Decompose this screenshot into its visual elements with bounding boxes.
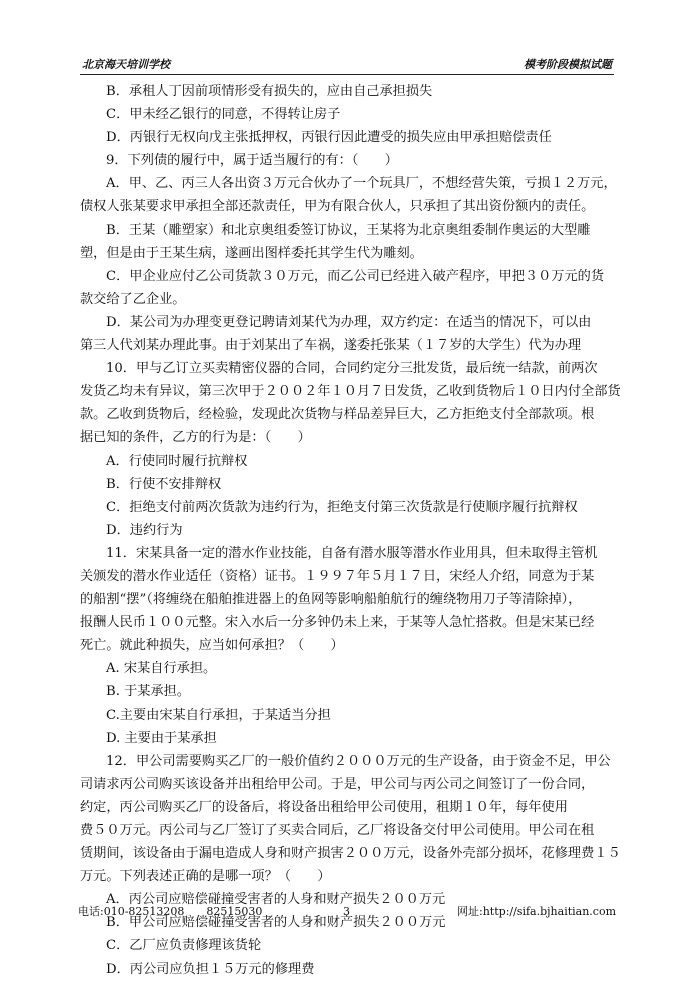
text-line: 赁期间，该设备由于漏电造成人身和财产损害２００万元，设备外壳部分损坏，花修理费１５ <box>80 846 621 862</box>
school-name: 北京海天培训学校 <box>82 58 170 71</box>
text-line: D．违约行为 <box>106 522 183 538</box>
text-line: C．甲未经乙银行的同意，不得转让房子 <box>106 107 341 123</box>
text-line: 约定，丙公司购买乙厂的设备后，将设备出租给甲公司使用，租期１０年，每年使用 <box>80 799 568 815</box>
page-footer <box>78 905 616 921</box>
text-line: 发货乙均未有异议，第三次甲于２００２年１０月７日发货，乙收到货物后１０日内付全部货 <box>80 384 621 400</box>
text-line: 死亡。就此种损失，应当如何承担？（ ） <box>80 638 344 654</box>
text-line: D. 主要由于某承担 <box>106 730 217 746</box>
text-line: 11．宋某具备一定的潜水作业技能，自备有潜水服等潜水作业用具，但未取得主管机 <box>106 545 598 561</box>
text-line: B．行使不安排辩权 <box>106 476 222 492</box>
document-body <box>80 80 620 981</box>
text-line: 款。乙收到货物后，经检验，发现此次货物与样品差异巨大，乙方拒绝支付全部款项。根 <box>80 407 595 423</box>
text-line: 据已知的条件，乙方的行为是：（ ） <box>80 430 311 446</box>
text-line: B．王某（雕塑家）和北京奥组委签订协议，王某将为北京奥组委制作奥运的大型雕 <box>106 222 591 238</box>
text-line: C．拒绝支付前两次货款为违约行为，拒绝支付第三次货款是行使顺序履行抗辩权 <box>106 499 578 515</box>
text-line: 10．甲与乙订立买卖精密仪器的合同，合同约定分三批发货，最后统一结款，前两次 <box>106 361 598 377</box>
text-line: D．丙银行无权向戊主张抵押权，丙银行因此遭受的损失应由甲承担赔偿责任 <box>106 130 552 146</box>
text-line: D．丙公司应负担１５万元的修理费 <box>106 961 315 977</box>
text-line: 塑，但是由于王某生病，遂画出图样委托其学生代为雕刻。 <box>80 245 423 261</box>
text-line: 第三人代刘某办理此事。由于刘某出了车祸，遂委托张某（１７岁的大学生）代为办理 <box>80 338 582 354</box>
text-line: A. 宋某自行承担。 <box>106 661 217 677</box>
text-line: A．行使同时履行抗辩权 <box>106 453 248 469</box>
text-line: B．承租人丁因前项情形受有损失的，应由自己承担损失 <box>106 84 433 99</box>
text-line: 款交给了乙企业。 <box>80 291 186 307</box>
text-line: 万元。下列表述正确的是哪一项？（ ） <box>80 869 331 885</box>
text-line: C．乙厂应负责修理该货轮 <box>106 938 262 954</box>
text-line: D．某公司为办理变更登记聘请刘某代为办理，双方约定：在适当的情况下，可以由 <box>106 314 592 330</box>
text-line: B．甲公司应赔偿碰撞受害者的人身和财产损失２００万元 <box>106 915 446 931</box>
text-line: C．甲企业应付乙公司货款３０万元，而乙公司已经进入破产程序，甲把３０万元的货 <box>106 268 605 284</box>
text-line: C.主要由宋某自行承担，于某适当分担 <box>106 707 331 723</box>
text-line: B. 于某承担。 <box>106 684 191 700</box>
text-line: 费５０万元。丙公司与乙厂签订了买卖合同后，乙厂将设备交付甲公司使用。甲公司在租 <box>80 823 595 838</box>
text-line: 9．下列债的履行中，属于适当履行的有：（ ） <box>106 153 398 169</box>
text-line: 关颁发的潜水作业适任（资格）证书。１９９７年５月１７日，宋经人介绍，同意为于某 <box>80 568 595 584</box>
text-line: 债权人张某要求甲承担全部还款责任，甲为有限合伙人，只承担了其出资份额内的责任。 <box>80 199 595 215</box>
text-line: 的船割“摆”（将缠绕在船舶推进器上的鱼网等影响船舶航行的缠绕物用刀子等清除掉）， <box>80 592 582 608</box>
footer-phone: 电话:010-82513208 82515030 <box>78 905 263 918</box>
text-line: A．甲、乙、丙三人各出资３万元合伙办了一个玩具厂，不想经营失策，亏损１２万元， <box>106 176 617 192</box>
text-line: 报酬人民币１００元整。宋入水后一分多钟仍未上来，于某等人急忙搭救。但是宋某已经 <box>80 615 595 631</box>
exam-title: 模考阶段模拟试题 <box>524 58 612 71</box>
text-line: A．丙公司应赔偿碰撞受害者的人身和财产损失２００万元 <box>106 892 446 908</box>
footer-website: 网址:http://sifa.bjhaitian.com <box>457 905 616 918</box>
text-line: 12．甲公司需要购买乙厂的一般价值约２０００万元的生产设备，由于资金不足，甲公 <box>106 753 611 769</box>
page-number: 3 <box>343 905 350 918</box>
text-line: 司请求丙公司购买该设备并出租给甲公司。于是，甲公司与丙公司之间签订了一份合同， <box>80 776 595 792</box>
page-header <box>80 58 614 75</box>
